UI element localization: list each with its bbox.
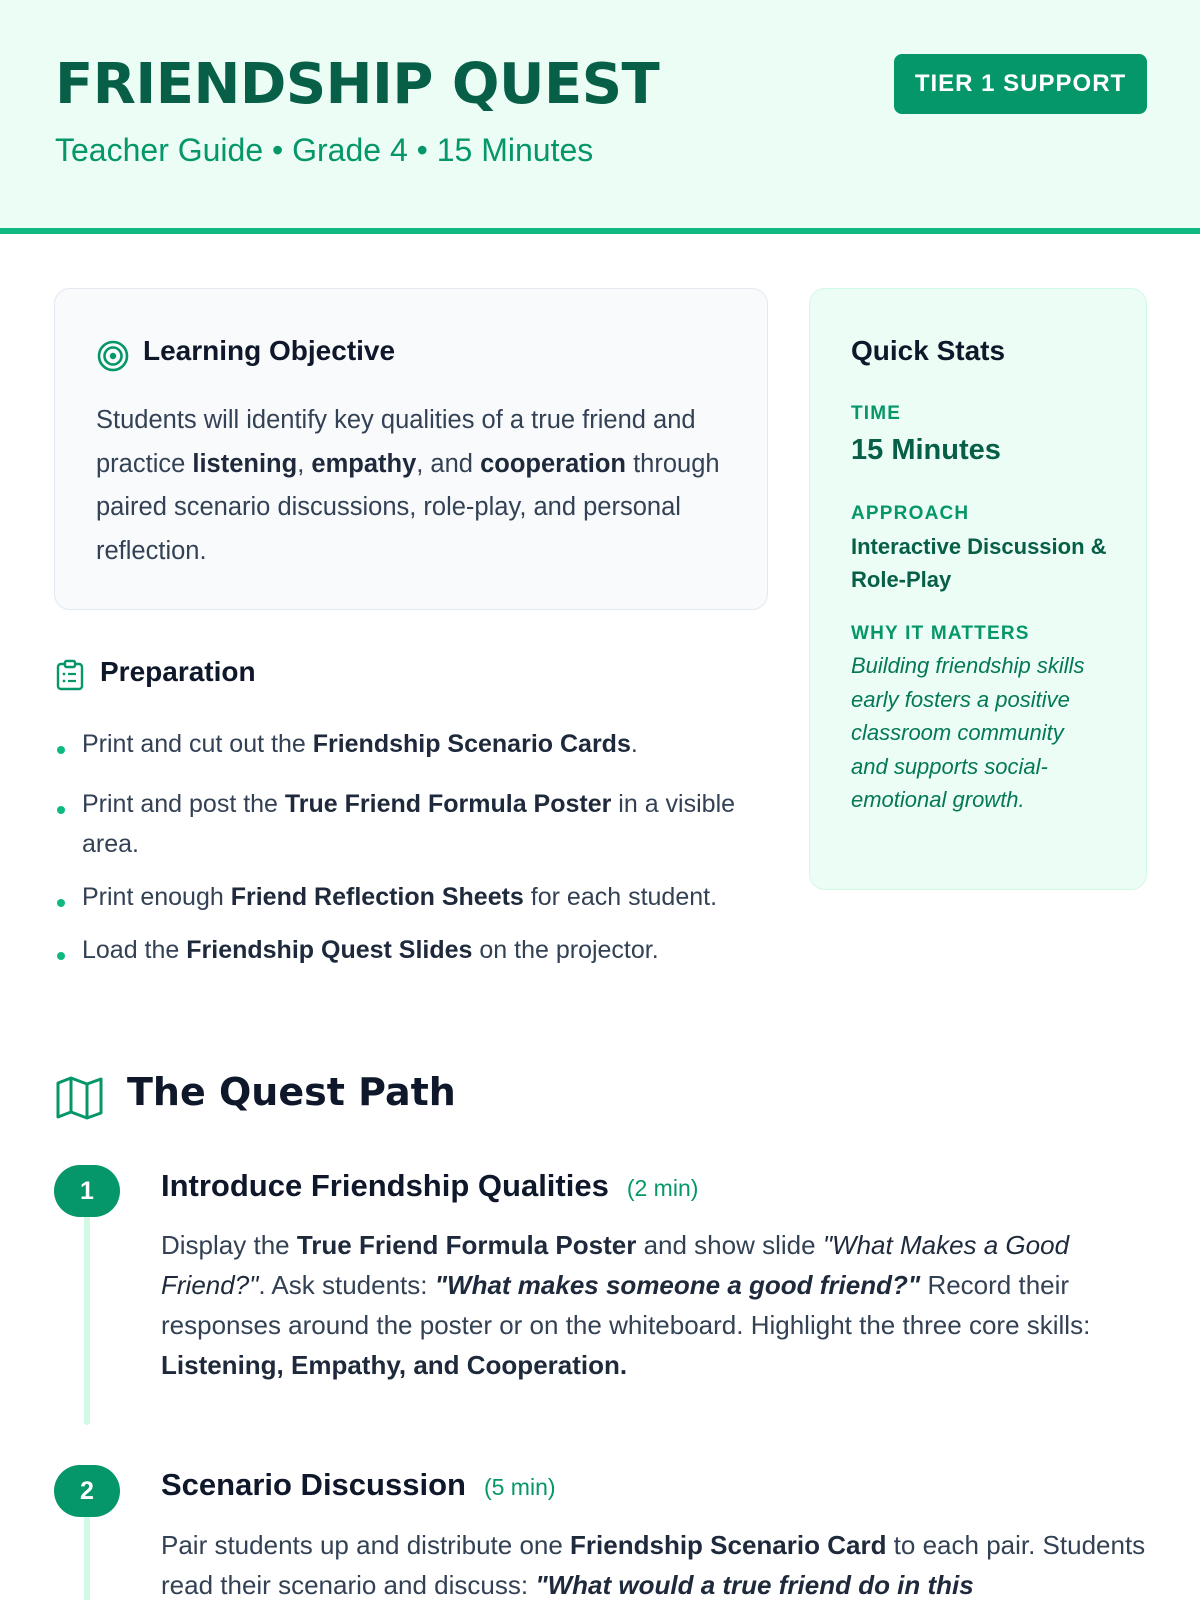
page-title: FRIENDSHIP QUEST <box>55 52 660 117</box>
quick-stats-card <box>809 288 1147 890</box>
quick-stats-title: Quick Stats <box>851 335 1006 366</box>
step-duration: (5 min) <box>483 1474 556 1500</box>
list-item: Load the Friendship Quest Slides on the projector. <box>55 930 755 970</box>
why-it-matters-value: Building friendship skills early fosters a positive classroom community and supports social-emotional growth. <box>851 653 1085 812</box>
step-title: Introduce Friendship Qualities (2 min) <box>161 1168 699 1203</box>
list-item: Print and cut out the Friendship Scenario Cards. <box>55 724 755 764</box>
tier-badge: TIER 1 SUPPORT <box>894 54 1147 114</box>
page-subtitle: Teacher Guide • Grade 4 • 15 Minutes <box>55 132 594 168</box>
list-item: Print enough Friend Reflection Sheets for each student. <box>55 877 755 917</box>
approach-value: Interactive Discussion & Role-Play <box>851 534 1107 592</box>
map-icon <box>55 1075 105 1121</box>
bullet-dot <box>57 746 65 754</box>
bullet-dot <box>57 806 65 814</box>
preparation-list <box>55 724 755 970</box>
step-timeline-line <box>84 1195 90 1425</box>
time-label: TIME <box>851 403 902 424</box>
step-description: Pair students up and distribute one Friendship Scenario Card to each pair. Students read their scenario and discuss: "What would a true friend do in this <box>161 1530 1146 1600</box>
learning-objective-card <box>54 288 768 610</box>
preparation-title: Preparation <box>100 656 256 687</box>
step-number-badge: 1 <box>54 1165 120 1217</box>
step-title: Scenario Discussion (5 min) <box>161 1467 556 1502</box>
target-icon <box>96 339 130 373</box>
step-duration: (2 min) <box>626 1175 699 1201</box>
approach-label: APPROACH <box>851 503 970 524</box>
bullet-dot <box>57 899 65 907</box>
clipboard-list-icon <box>55 659 85 691</box>
bullet-dot <box>57 952 65 960</box>
list-item: Print and post the True Friend Formula Poster in a visible area. <box>55 784 755 864</box>
quest-path-title: The Quest Path <box>127 1070 456 1114</box>
step-number-badge: 2 <box>54 1465 120 1517</box>
objective-title: Learning Objective <box>143 335 396 366</box>
why-it-matters-label: WHY IT MATTERS <box>851 623 1030 644</box>
objective-text: Students will identify key qualities of a true friend and practice listening, empathy, and cooperation through paired scenario discussions, role-play, and personal reflection. <box>96 406 720 565</box>
step-description: Display the True Friend Formula Poster and show slide "What Makes a Good Friend?". Ask students: "What makes someone a good friend?" Record their responses around the poster or on the whiteboard. Highlight the three core skills: Listening, Empathy, and Cooperation. <box>161 1230 1091 1380</box>
page-header <box>0 0 1200 234</box>
time-value: 15 Minutes <box>851 434 1001 466</box>
